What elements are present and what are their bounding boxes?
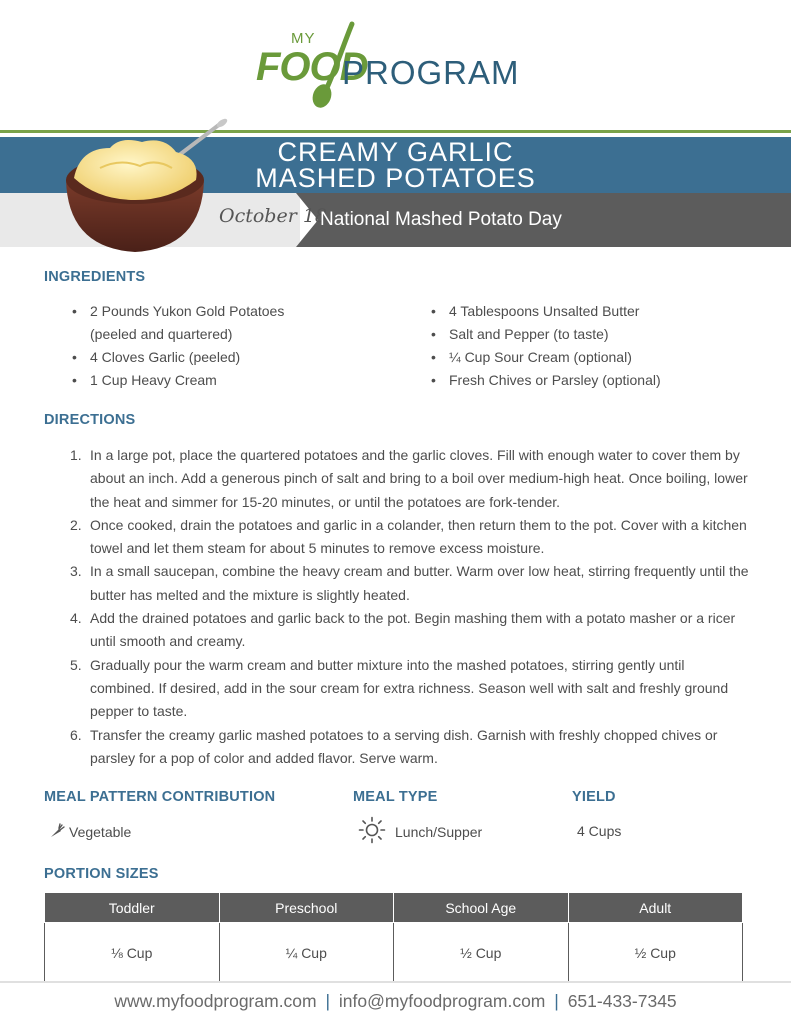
ingredients-list-right — [431, 300, 731, 392]
ingredient-item: • 1 Cup Heavy Cream — [72, 369, 322, 392]
portion-sizes-table — [44, 892, 743, 983]
direction-step: 4. Add the drained potatoes and garlic back to the pot. Begin mashing them with a potato masher or a ricer until smooth and creamy. — [70, 610, 736, 650]
mashed-potato-bowl-image — [60, 118, 230, 258]
directions-list — [70, 444, 750, 770]
meal-pattern-value: Vegetable — [69, 824, 132, 840]
direction-step: 1. In a large pot, place the quartered potatoes and the garlic cloves. Fill with enough water to cover them by about an inch. Add a generous pinch of salt and bring to a boil over medium-high heat. Once boiling, lower the heat and simmer for 15-20 minutes, or until the potatoes are fork-tender. — [70, 447, 748, 510]
footer-website-link[interactable]: www.myfoodprogram.com — [114, 991, 317, 1011]
ingredient-item: • 4 Cloves Garlic (peeled) — [72, 346, 322, 369]
logo-my-text: MY — [291, 30, 316, 47]
direction-step: 3. In a small saucepan, combine the heavy cream and butter. Warm over low heat, stirring frequently until the butter has melted and the mixture is slightly heated. — [70, 563, 749, 603]
yield-heading: YIELD — [572, 789, 616, 805]
meal-pattern-heading: MEAL PATTERN CONTRIBUTION — [44, 789, 276, 805]
recipe-title-line-1: CREAMY GARLIC — [277, 137, 514, 167]
meal-type-value: Lunch/Supper — [395, 824, 483, 840]
table-cell: ½ Cup — [568, 923, 743, 983]
table-cell: ½ Cup — [394, 923, 569, 983]
column-header: Preschool — [219, 893, 394, 923]
logo-program-text: PROGRAM — [342, 54, 520, 91]
meal-type-heading: MEAL TYPE — [353, 789, 438, 805]
footer-separator: | — [325, 991, 331, 1011]
footer-separator: | — [554, 991, 559, 1011]
carrot-icon — [49, 823, 65, 839]
sun-icon — [358, 816, 386, 844]
ingredient-item: • 2 Pounds Yukon Gold Potatoes (peeled and quartered) — [72, 300, 322, 346]
ingredient-item: • Salt and Pepper (to taste) — [431, 323, 731, 346]
footer — [0, 991, 791, 1012]
ingredient-item: • 4 Tablespoons Unsalted Butter — [431, 300, 731, 323]
table-header-row — [45, 893, 743, 923]
direction-step: 6. Transfer the creamy garlic mashed potatoes to a serving dish. Garnish with freshly chopped chives or parsley for a pop of color and added flavor. Serve warm. — [70, 726, 718, 766]
ingredients-heading: INGREDIENTS — [44, 269, 146, 285]
direction-step: 2. Once cooked, drain the potatoes and garlic in a colander, then return them to the pot. Cover with a kitchen towel and let them steam for about 5 minutes to remove excess moisture. — [70, 516, 747, 557]
column-header: Toddler — [45, 893, 220, 923]
column-header: Adult — [568, 893, 743, 923]
ingredient-item: • Fresh Chives or Parsley (optional) — [431, 369, 731, 392]
yield-value: 4 Cups — [577, 823, 622, 839]
logo-food-text: FOOD — [256, 45, 368, 89]
portion-sizes-heading: PORTION SIZES — [44, 866, 159, 882]
table-cell: ⅛ Cup — [45, 923, 220, 983]
footer-phone: 651-433-7345 — [567, 991, 677, 1011]
ingredients-list-left — [72, 300, 322, 392]
direction-step: 5. Gradually pour the warm cream and butter mixture into the mashed potatoes, stirring gently until combined. If desired, add in the sour cream for extra richness. Season well with salt and freshly ground pepper to taste. — [70, 656, 729, 720]
column-header: School Age — [394, 893, 569, 923]
footer-rule — [0, 981, 791, 983]
recipe-title-line-2: MASHED POTATOES — [255, 163, 536, 193]
directions-heading: DIRECTIONS — [44, 412, 136, 428]
footer-email-link[interactable]: info@myfoodprogram.com — [338, 991, 546, 1011]
date-label: October 18 — [219, 205, 327, 227]
ingredient-item: • ¼ Cup Sour Cream (optional) — [431, 346, 731, 369]
table-cell: ¼ Cup — [219, 923, 394, 983]
occasion-label: National Mashed Potato Day — [320, 209, 562, 230]
table-row — [45, 923, 743, 983]
